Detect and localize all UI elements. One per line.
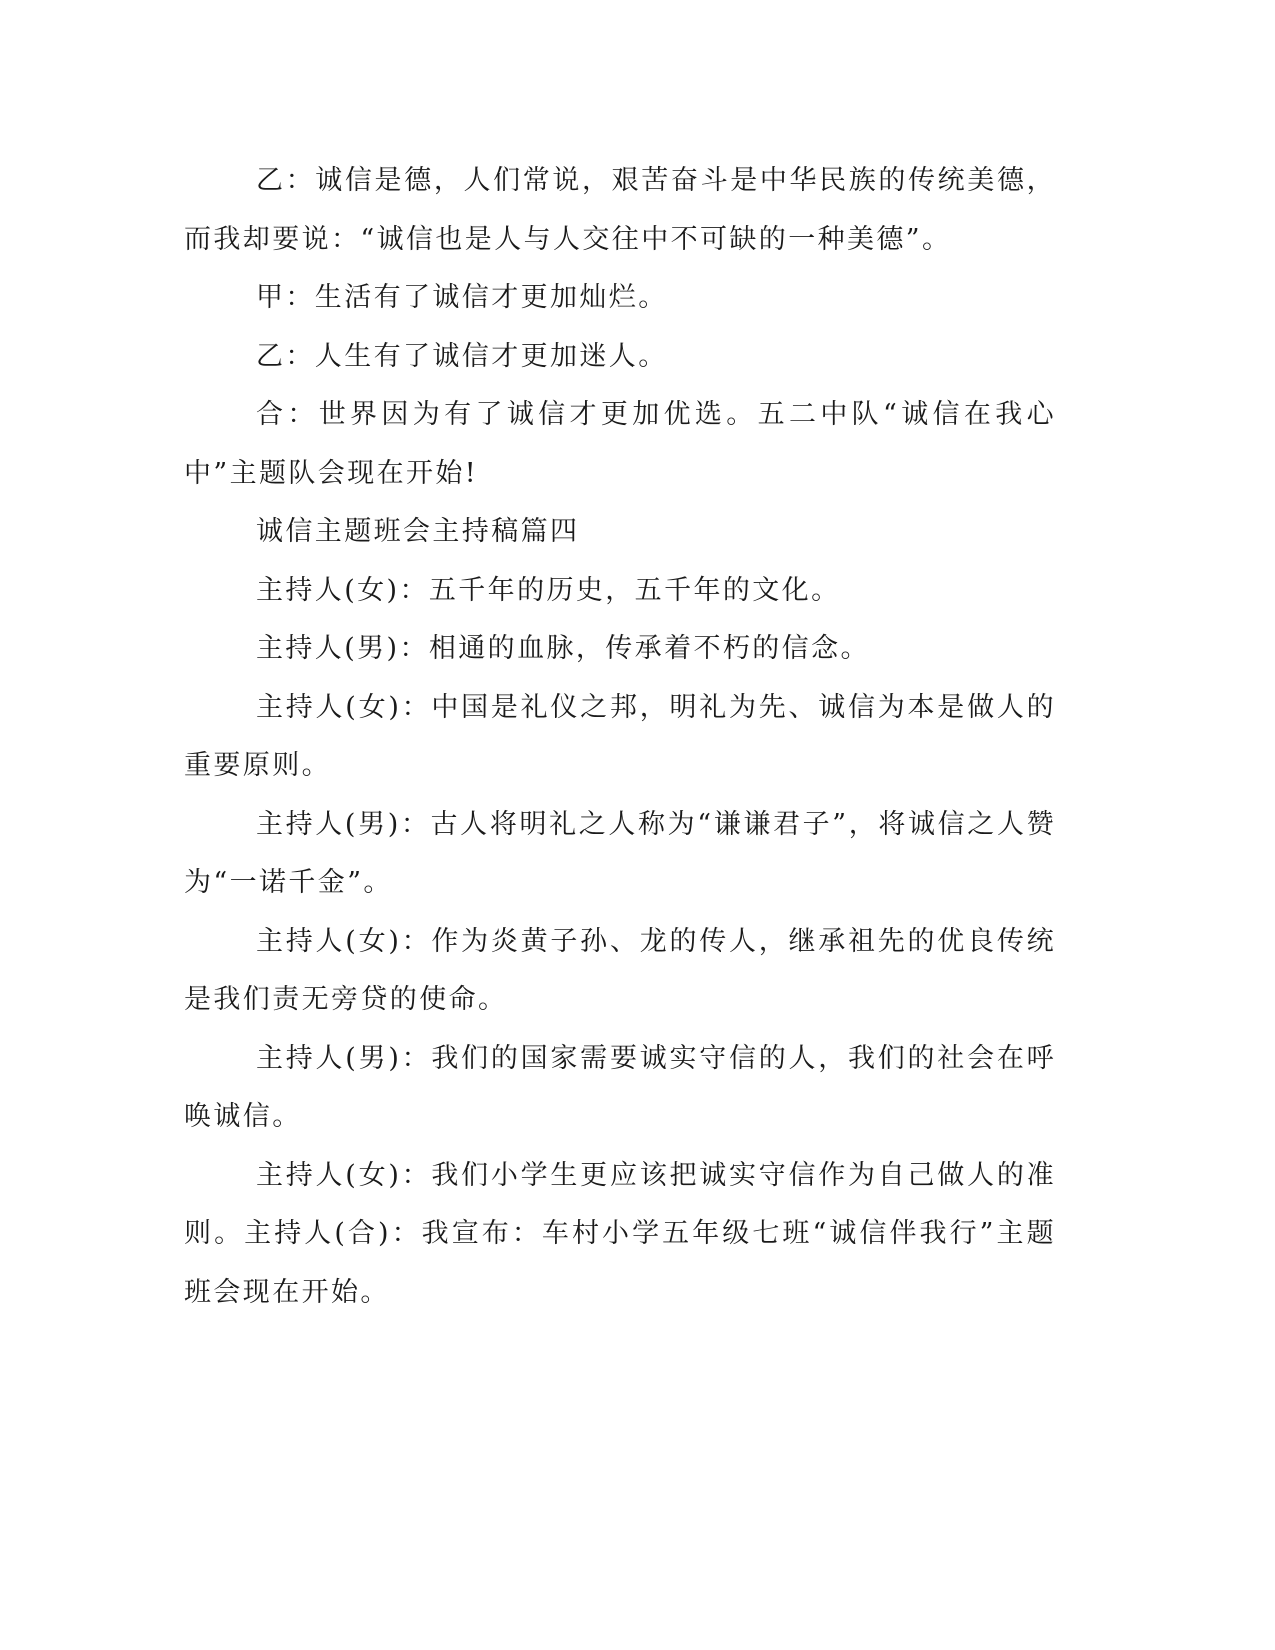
paragraph: 主持人(女)：作为炎黄子孙、龙的传人，继承祖先的优良传统是我们责无旁贷的使命。 [184, 925, 1056, 1015]
paragraph: 主持人(男)：相通的血脉，传承着不朽的信念。 [256, 633, 870, 664]
paragraph: 主持人(女)：中国是礼仪之邦，明礼为先、诚信为本是做人的重要原则。 [184, 691, 1056, 781]
section-heading: 诚信主题班会主持稿篇四 [256, 516, 580, 547]
paragraph: 主持人(男)：我们的国家需要诚实守信的人，我们的社会在呼唤诚信。 [184, 1042, 1056, 1132]
paragraph: 主持人(男)：古人将明礼之人称为“谦谦君子”，将诚信之人赞为“一诺千金”。 [184, 808, 1056, 898]
paragraph: 甲：生活有了诚信才更加灿烂。 [256, 282, 668, 313]
paragraph: 乙：诚信是德，人们常说，艰苦奋斗是中华民族的传统美德，而我却要说：“诚信也是人与人交往中不可缺的一种美德”。 [184, 165, 1056, 255]
paragraph: 主持人(女)：我们小学生更应该把诚实守信作为自己做人的准则。主持人(合)：我宣布：车村小学五年级七班“诚信伴我行”主题班会现在开始。 [184, 1159, 1056, 1308]
paragraph: 主持人(女)：五千年的历史，五千年的文化。 [256, 574, 841, 606]
document-body [184, 152, 1056, 1322]
paragraph: 乙：人生有了诚信才更加迷人。 [256, 340, 668, 372]
paragraph: 合：世界因为有了诚信才更加优选。五二中队“诚信在我心中”主题队会现在开始! [184, 399, 1056, 489]
